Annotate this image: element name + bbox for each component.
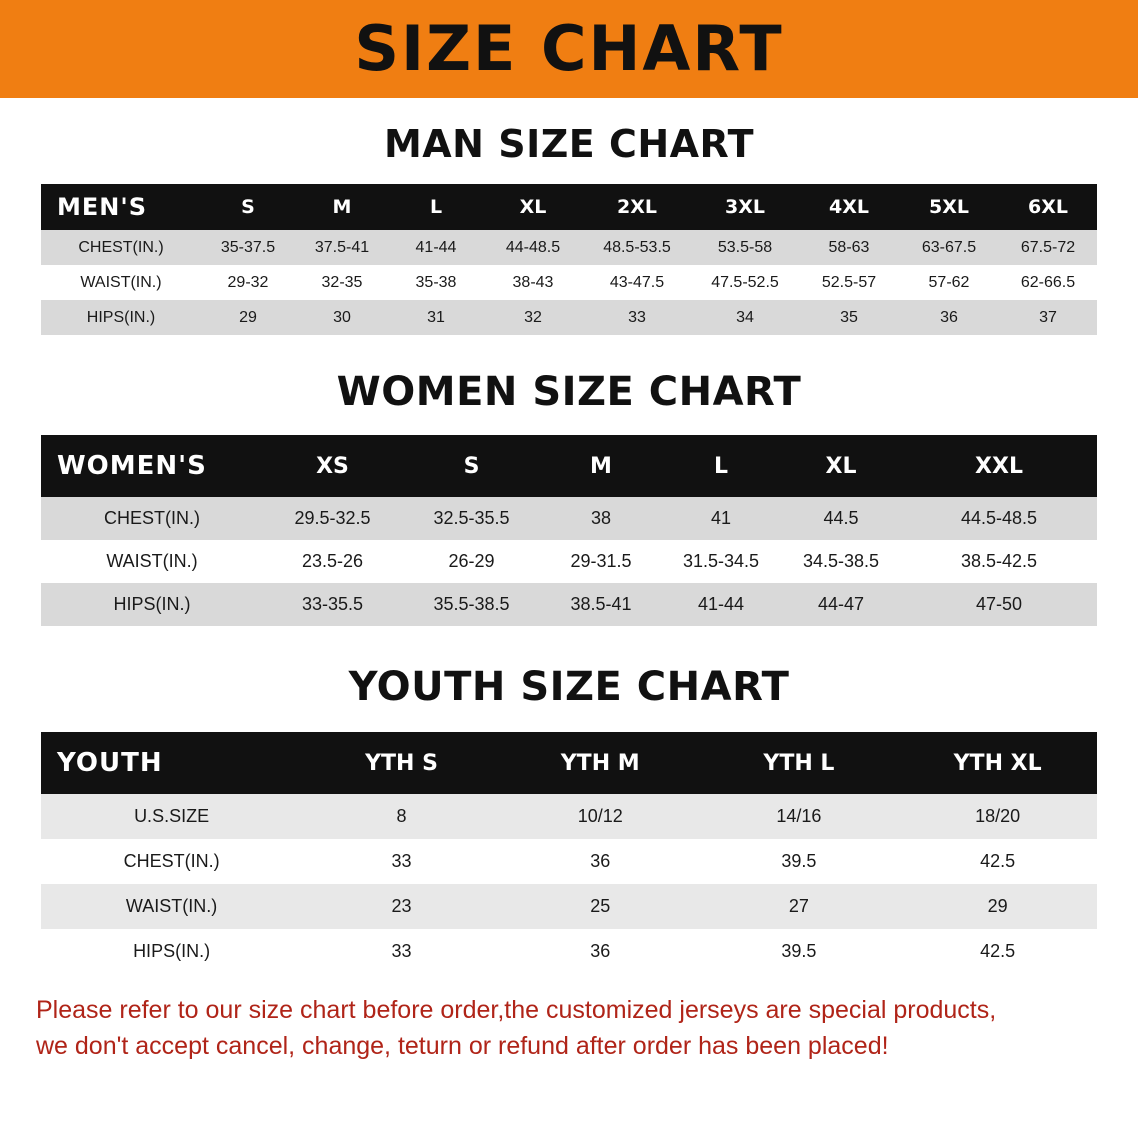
cell: 33-35.5: [301, 594, 364, 614]
col-header: 6XL: [999, 184, 1097, 230]
row-label: CHEST(IN.): [78, 238, 164, 256]
header-banner: [0, 0, 1138, 98]
col-header: M: [541, 435, 661, 497]
cell: 38: [590, 508, 612, 528]
cell: 47-50: [975, 594, 1023, 614]
row-label: CHEST(IN.): [104, 508, 200, 528]
cell: 43-47.5: [609, 273, 665, 291]
cell: 31: [427, 308, 445, 326]
cell: 25: [590, 896, 611, 916]
cell: 35-37.5: [220, 238, 276, 256]
cell: 57-62: [928, 273, 970, 291]
cell: 38.5-41: [570, 594, 632, 614]
cell: 48.5-53.5: [603, 238, 671, 256]
table-row: [41, 583, 1097, 626]
cell: 44-48.5: [505, 238, 561, 256]
row-label: HIPS(IN.): [133, 941, 211, 961]
cell: 38-43: [512, 273, 554, 291]
cell: 35: [840, 308, 858, 326]
cell: 31.5-34.5: [682, 551, 760, 571]
cell: 29-32: [227, 273, 269, 291]
cell: 29: [987, 896, 1008, 916]
women-size-table: [41, 435, 1097, 626]
col-header: YTH M: [501, 732, 700, 794]
table-row: [41, 929, 1097, 974]
cell: 10/12: [577, 806, 623, 826]
cell: 63-67.5: [921, 238, 977, 256]
cell: 14/16: [776, 806, 822, 826]
cell: 23.5-26: [301, 551, 364, 571]
cell: 39.5: [781, 941, 817, 961]
disclaimer-line-2: we don't accept cancel, change, teturn or refund after order has been placed!: [36, 1032, 889, 1061]
table-header-row: [41, 435, 1097, 497]
row-label: HIPS(IN.): [113, 594, 191, 614]
table-header-row: [41, 184, 1097, 230]
col-header: 5XL: [899, 184, 999, 230]
cell: 29.5-32.5: [294, 508, 371, 528]
cell: 29-31.5: [570, 551, 632, 571]
page-title: SIZE CHART: [354, 12, 784, 85]
cell: 32-35: [321, 273, 363, 291]
col-header: L: [389, 184, 483, 230]
man-section-title: MAN SIZE CHART: [383, 122, 755, 166]
table-row: [41, 230, 1097, 265]
col-header: MEN'S: [41, 184, 201, 230]
cell: 36: [590, 941, 611, 961]
cell: 32: [524, 308, 542, 326]
row-label: WAIST(IN.): [125, 896, 218, 916]
col-header: XS: [263, 435, 402, 497]
cell: 34.5-38.5: [802, 551, 880, 571]
col-header: YTH S: [302, 732, 501, 794]
cell: 67.5-72: [1020, 238, 1076, 256]
cell: 36: [590, 851, 611, 871]
cell: 23: [391, 896, 412, 916]
man-size-table: [41, 184, 1097, 335]
cell: 62-66.5: [1020, 273, 1076, 291]
disclaimer-line-1: Please refer to our size chart before order,the customized jerseys are special products,: [36, 996, 997, 1024]
cell: 44.5-48.5: [960, 508, 1038, 528]
col-header: M: [295, 184, 389, 230]
cell: 41: [710, 508, 732, 528]
cell: 41-44: [415, 238, 457, 256]
table-row: [41, 300, 1097, 335]
cell: 33: [391, 941, 412, 961]
table-row: [41, 497, 1097, 540]
cell: 32.5-35.5: [433, 508, 510, 528]
cell: 34: [736, 308, 754, 326]
cell: 44.5: [823, 508, 859, 528]
row-label: HIPS(IN.): [86, 308, 156, 326]
cell: 26-29: [448, 551, 495, 571]
col-header: XXL: [901, 435, 1097, 497]
cell: 37.5-41: [314, 238, 370, 256]
col-header: YTH L: [700, 732, 899, 794]
col-header: YTH XL: [898, 732, 1097, 794]
cell: 30: [333, 308, 351, 326]
row-label: U.S.SIZE: [134, 806, 210, 826]
cell: 42.5: [980, 941, 1016, 961]
col-header: XL: [483, 184, 583, 230]
cell: 52.5-57: [821, 273, 877, 291]
cell: 33: [391, 851, 412, 871]
cell: 27: [788, 896, 809, 916]
disclaimer-note: [36, 992, 1108, 1065]
women-section-title: WOMEN SIZE CHART: [336, 369, 802, 415]
cell: 8: [396, 806, 407, 826]
col-header: 2XL: [583, 184, 691, 230]
table-row: [41, 839, 1097, 884]
table-row: [41, 884, 1097, 929]
row-label: WAIST(IN.): [80, 273, 162, 291]
cell: 44-47: [817, 594, 865, 614]
col-header: WOMEN'S: [41, 435, 263, 497]
table-row: [41, 265, 1097, 300]
cell: 53.5-58: [717, 238, 773, 256]
table-row: [41, 794, 1097, 839]
row-label: CHEST(IN.): [123, 851, 220, 871]
cell: 36: [940, 308, 958, 326]
cell: 37: [1039, 308, 1057, 326]
col-header: XL: [781, 435, 901, 497]
cell: 42.5: [980, 851, 1016, 871]
cell: 33: [628, 308, 646, 326]
cell: 35.5-38.5: [433, 594, 510, 614]
youth-section-title: YOUTH SIZE CHART: [348, 664, 790, 710]
table-row: [41, 540, 1097, 583]
cell: 38.5-42.5: [960, 551, 1038, 571]
cell: 41-44: [697, 594, 745, 614]
cell: 58-63: [828, 238, 870, 256]
row-label: WAIST(IN.): [106, 551, 198, 571]
col-header: S: [402, 435, 541, 497]
col-header: S: [201, 184, 295, 230]
cell: 18/20: [975, 806, 1021, 826]
col-header: L: [661, 435, 781, 497]
cell: 35-38: [415, 273, 457, 291]
col-header: YOUTH: [41, 732, 302, 794]
col-header: 4XL: [799, 184, 899, 230]
cell: 29: [239, 308, 257, 326]
youth-size-table: [41, 732, 1097, 974]
cell: 47.5-52.5: [711, 273, 779, 291]
cell: 39.5: [781, 851, 817, 871]
table-header-row: [41, 732, 1097, 794]
col-header: 3XL: [691, 184, 799, 230]
